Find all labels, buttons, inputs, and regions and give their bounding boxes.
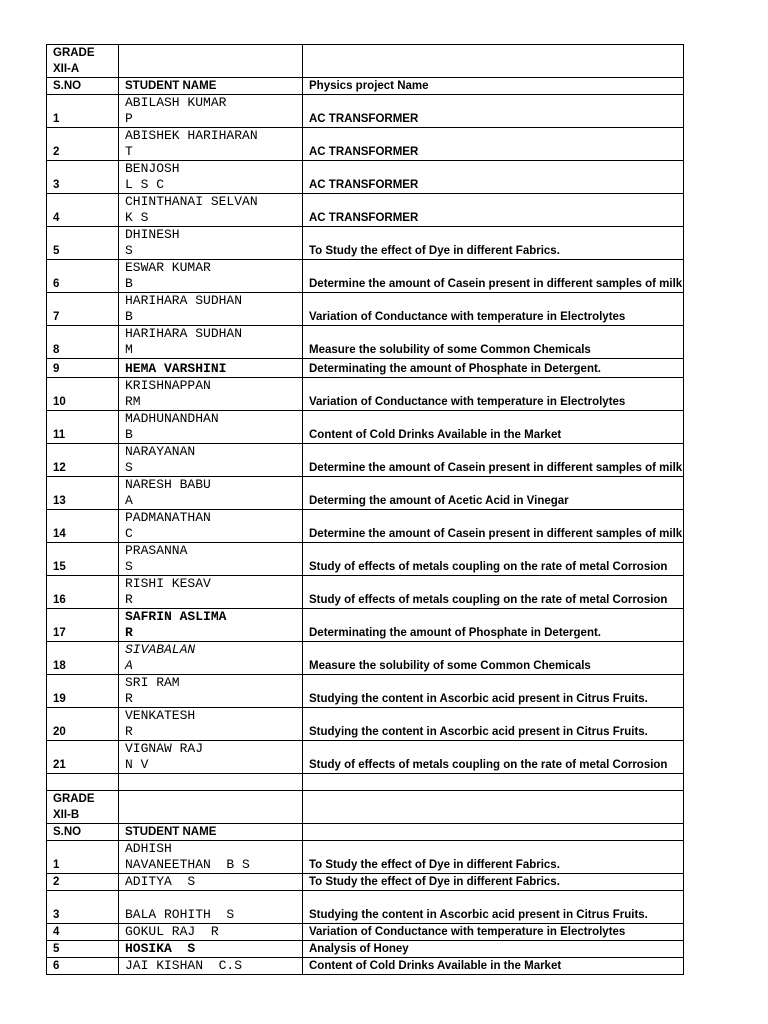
column-header-sno: S.NO xyxy=(47,824,119,841)
project-name: AC TRANSFORMER xyxy=(303,128,684,161)
serial-number: 13 xyxy=(47,477,119,510)
student-name-line: RM xyxy=(125,394,141,409)
spacer-row xyxy=(47,774,684,791)
student-name-line: VENKATESH xyxy=(125,708,196,723)
student-name xyxy=(119,675,303,708)
student-name-line: SIVABALAN xyxy=(125,642,196,657)
table-row xyxy=(47,293,684,326)
project-name: Studying the content in Ascorbic acid present in Citrus Fruits. xyxy=(303,708,684,741)
student-name-line: HOSIKA S xyxy=(125,941,196,956)
table-row xyxy=(47,378,684,411)
student-name-line: P xyxy=(125,111,133,126)
empty-cell xyxy=(119,774,303,791)
table-row xyxy=(47,128,684,161)
table-row xyxy=(47,227,684,260)
project-allocation-table xyxy=(46,44,684,975)
project-name: Studying the content in Ascorbic acid present in Citrus Fruits. xyxy=(303,675,684,708)
student-name-line: M xyxy=(125,342,133,357)
serial-number: 17 xyxy=(47,609,119,642)
project-name: Measure the solubility of some Common Chemicals xyxy=(303,642,684,675)
student-name-line: S xyxy=(125,243,133,258)
student-name-line: R xyxy=(125,691,133,706)
table-row xyxy=(47,194,684,227)
student-name-line: PADMANATHAN xyxy=(125,510,211,525)
project-name: To Study the effect of Dye in different Fabrics. xyxy=(303,874,684,891)
project-name: Determing the amount of Acetic Acid in Vinegar xyxy=(303,477,684,510)
student-name-line: R xyxy=(125,724,133,739)
serial-number: 6 xyxy=(47,260,119,293)
student-name-line: A xyxy=(125,493,133,508)
student-name xyxy=(119,359,303,378)
serial-number: 8 xyxy=(47,326,119,359)
student-name-line: JAI KISHAN C.S xyxy=(125,958,243,973)
project-name: Study of effects of metals coupling on the rate of metal Corrosion xyxy=(303,741,684,774)
student-name-line: L S C xyxy=(125,177,165,192)
student-name xyxy=(119,708,303,741)
student-name-line: B xyxy=(125,427,133,442)
serial-number: 4 xyxy=(47,194,119,227)
student-name-line: VIGNAW RAJ xyxy=(125,741,204,756)
header-row xyxy=(47,78,684,95)
empty-cell xyxy=(303,45,684,78)
column-header-student-name: STUDENT NAME xyxy=(119,78,303,95)
table-row xyxy=(47,874,684,891)
grade-label xyxy=(47,45,119,78)
table-row xyxy=(47,326,684,359)
table-row xyxy=(47,958,684,975)
project-name: Content of Cold Drinks Available in the Market xyxy=(303,411,684,444)
serial-number: 1 xyxy=(47,841,119,874)
project-name: AC TRANSFORMER xyxy=(303,95,684,128)
student-name xyxy=(119,477,303,510)
column-header-project-name: Physics project Name xyxy=(303,78,684,95)
student-name-line: ABILASH KUMAR xyxy=(125,95,227,110)
grade-label-line: GRADE xyxy=(53,793,95,805)
student-name-line: T xyxy=(125,144,133,159)
student-name-line: R xyxy=(125,592,133,607)
student-name-line: PRASANNA xyxy=(125,543,188,558)
serial-number: 19 xyxy=(47,675,119,708)
student-name-line: HARIHARA SUDHAN xyxy=(125,293,243,308)
table-row xyxy=(47,161,684,194)
project-name: Determinating the amount of Phosphate in Detergent. xyxy=(303,359,684,378)
student-name xyxy=(119,874,303,891)
project-name: To Study the effect of Dye in different Fabrics. xyxy=(303,841,684,874)
project-name: Determine the amount of Casein present in different samples of milk xyxy=(303,510,684,543)
serial-number: 9 xyxy=(47,359,119,378)
student-name xyxy=(119,227,303,260)
table-row xyxy=(47,359,684,378)
serial-number: 4 xyxy=(47,924,119,941)
table-row xyxy=(47,477,684,510)
serial-number: 1 xyxy=(47,95,119,128)
project-name: Study of effects of metals coupling on the rate of metal Corrosion xyxy=(303,543,684,576)
student-name xyxy=(119,411,303,444)
table-row xyxy=(47,642,684,675)
project-name: Variation of Conductance with temperature in Electrolytes xyxy=(303,293,684,326)
student-name xyxy=(119,609,303,642)
student-name-line: RISHI KESAV xyxy=(125,576,211,591)
student-name-line: HARIHARA SUDHAN xyxy=(125,326,243,341)
student-name xyxy=(119,95,303,128)
student-name-line: N V xyxy=(125,757,149,772)
serial-number: 6 xyxy=(47,958,119,975)
project-name: AC TRANSFORMER xyxy=(303,194,684,227)
grade-label-line: XII-A xyxy=(53,63,80,75)
project-name: Studying the content in Ascorbic acid present in Citrus Fruits. xyxy=(303,891,684,924)
serial-number: 2 xyxy=(47,128,119,161)
table-row xyxy=(47,444,684,477)
table-row xyxy=(47,260,684,293)
student-name-line: ADITYA S xyxy=(125,874,196,889)
student-name-line: B xyxy=(125,276,133,291)
student-name-line: MADHUNANDHAN xyxy=(125,411,219,426)
project-name: Variation of Conductance with temperature in Electrolytes xyxy=(303,924,684,941)
student-name xyxy=(119,924,303,941)
serial-number: 14 xyxy=(47,510,119,543)
column-header-project-name xyxy=(303,824,684,841)
student-name xyxy=(119,378,303,411)
grade-label-line: XII-B xyxy=(53,809,80,821)
student-name-line: GOKUL RAJ R xyxy=(125,924,219,939)
column-header-student-name: STUDENT NAME xyxy=(119,824,303,841)
table-row xyxy=(47,576,684,609)
table-row xyxy=(47,891,684,924)
serial-number: 3 xyxy=(47,891,119,924)
student-name xyxy=(119,841,303,874)
column-header-sno: S.NO xyxy=(47,78,119,95)
header-row xyxy=(47,824,684,841)
table-row xyxy=(47,675,684,708)
student-name xyxy=(119,576,303,609)
student-name-line: S xyxy=(125,559,133,574)
student-name xyxy=(119,128,303,161)
table-row xyxy=(47,411,684,444)
student-name-line: S xyxy=(125,460,133,475)
table-body xyxy=(47,45,684,975)
student-name-line: B xyxy=(125,309,133,324)
student-name xyxy=(119,510,303,543)
empty-cell xyxy=(119,791,303,824)
student-name xyxy=(119,543,303,576)
student-name xyxy=(119,941,303,958)
serial-number: 7 xyxy=(47,293,119,326)
serial-number: 20 xyxy=(47,708,119,741)
student-name-line: C xyxy=(125,526,133,541)
serial-number: 15 xyxy=(47,543,119,576)
project-name: Determine the amount of Casein present in different samples of milk xyxy=(303,444,684,477)
table-row xyxy=(47,741,684,774)
project-name: AC TRANSFORMER xyxy=(303,161,684,194)
empty-cell xyxy=(47,774,119,791)
student-name-line: CHINTHANAI SELVAN xyxy=(125,194,258,209)
table-row xyxy=(47,708,684,741)
student-name-line: A xyxy=(125,658,133,673)
student-name xyxy=(119,444,303,477)
table-row xyxy=(47,609,684,642)
student-name-line: BENJOSH xyxy=(125,161,180,176)
serial-number: 10 xyxy=(47,378,119,411)
table-row xyxy=(47,941,684,958)
table-row xyxy=(47,510,684,543)
project-name: Analysis of Honey xyxy=(303,941,684,958)
project-name: Study of effects of metals coupling on the rate of metal Corrosion xyxy=(303,576,684,609)
student-name-line: R xyxy=(125,625,133,640)
serial-number: 21 xyxy=(47,741,119,774)
grade-label-line: GRADE xyxy=(53,47,95,59)
project-name: Content of Cold Drinks Available in the Market xyxy=(303,958,684,975)
student-name xyxy=(119,293,303,326)
student-name xyxy=(119,741,303,774)
student-name-line: DHINESH xyxy=(125,227,180,242)
table-row xyxy=(47,543,684,576)
serial-number: 11 xyxy=(47,411,119,444)
project-name: To Study the effect of Dye in different Fabrics. xyxy=(303,227,684,260)
student-name-line: ABISHEK HARIHARAN xyxy=(125,128,258,143)
student-name-line: ADHISH xyxy=(125,841,172,856)
grade-label xyxy=(47,791,119,824)
table-row xyxy=(47,95,684,128)
student-name-line: NARESH BABU xyxy=(125,477,211,492)
student-name xyxy=(119,260,303,293)
empty-cell xyxy=(119,45,303,78)
serial-number: 18 xyxy=(47,642,119,675)
serial-number: 3 xyxy=(47,161,119,194)
serial-number: 16 xyxy=(47,576,119,609)
student-name-line: K S xyxy=(125,210,149,225)
table-row xyxy=(47,841,684,874)
student-name xyxy=(119,891,303,924)
project-name: Determinating the amount of Phosphate in Detergent. xyxy=(303,609,684,642)
student-name-line: BALA ROHITH S xyxy=(125,907,235,922)
empty-cell xyxy=(303,774,684,791)
student-name xyxy=(119,194,303,227)
student-name-line: SAFRIN ASLIMA xyxy=(125,609,227,624)
student-name-line: ESWAR KUMAR xyxy=(125,260,211,275)
table-row xyxy=(47,924,684,941)
project-name: Measure the solubility of some Common Chemicals xyxy=(303,326,684,359)
serial-number: 5 xyxy=(47,227,119,260)
student-name-line: SRI RAM xyxy=(125,675,180,690)
grade-row xyxy=(47,791,684,824)
student-name-line: NAVANEETHAN B S xyxy=(125,857,250,872)
student-name-line: HEMA VARSHINI xyxy=(125,361,227,376)
student-name-line: NARAYANAN xyxy=(125,444,196,459)
project-name: Variation of Conductance with temperature in Electrolytes xyxy=(303,378,684,411)
serial-number: 12 xyxy=(47,444,119,477)
student-name xyxy=(119,642,303,675)
serial-number: 5 xyxy=(47,941,119,958)
empty-cell xyxy=(303,791,684,824)
student-name xyxy=(119,161,303,194)
student-name-line: KRISHNAPPAN xyxy=(125,378,211,393)
project-name: Determine the amount of Casein present in different samples of milk xyxy=(303,260,684,293)
serial-number: 2 xyxy=(47,874,119,891)
student-name xyxy=(119,326,303,359)
grade-row xyxy=(47,45,684,78)
student-name xyxy=(119,958,303,975)
